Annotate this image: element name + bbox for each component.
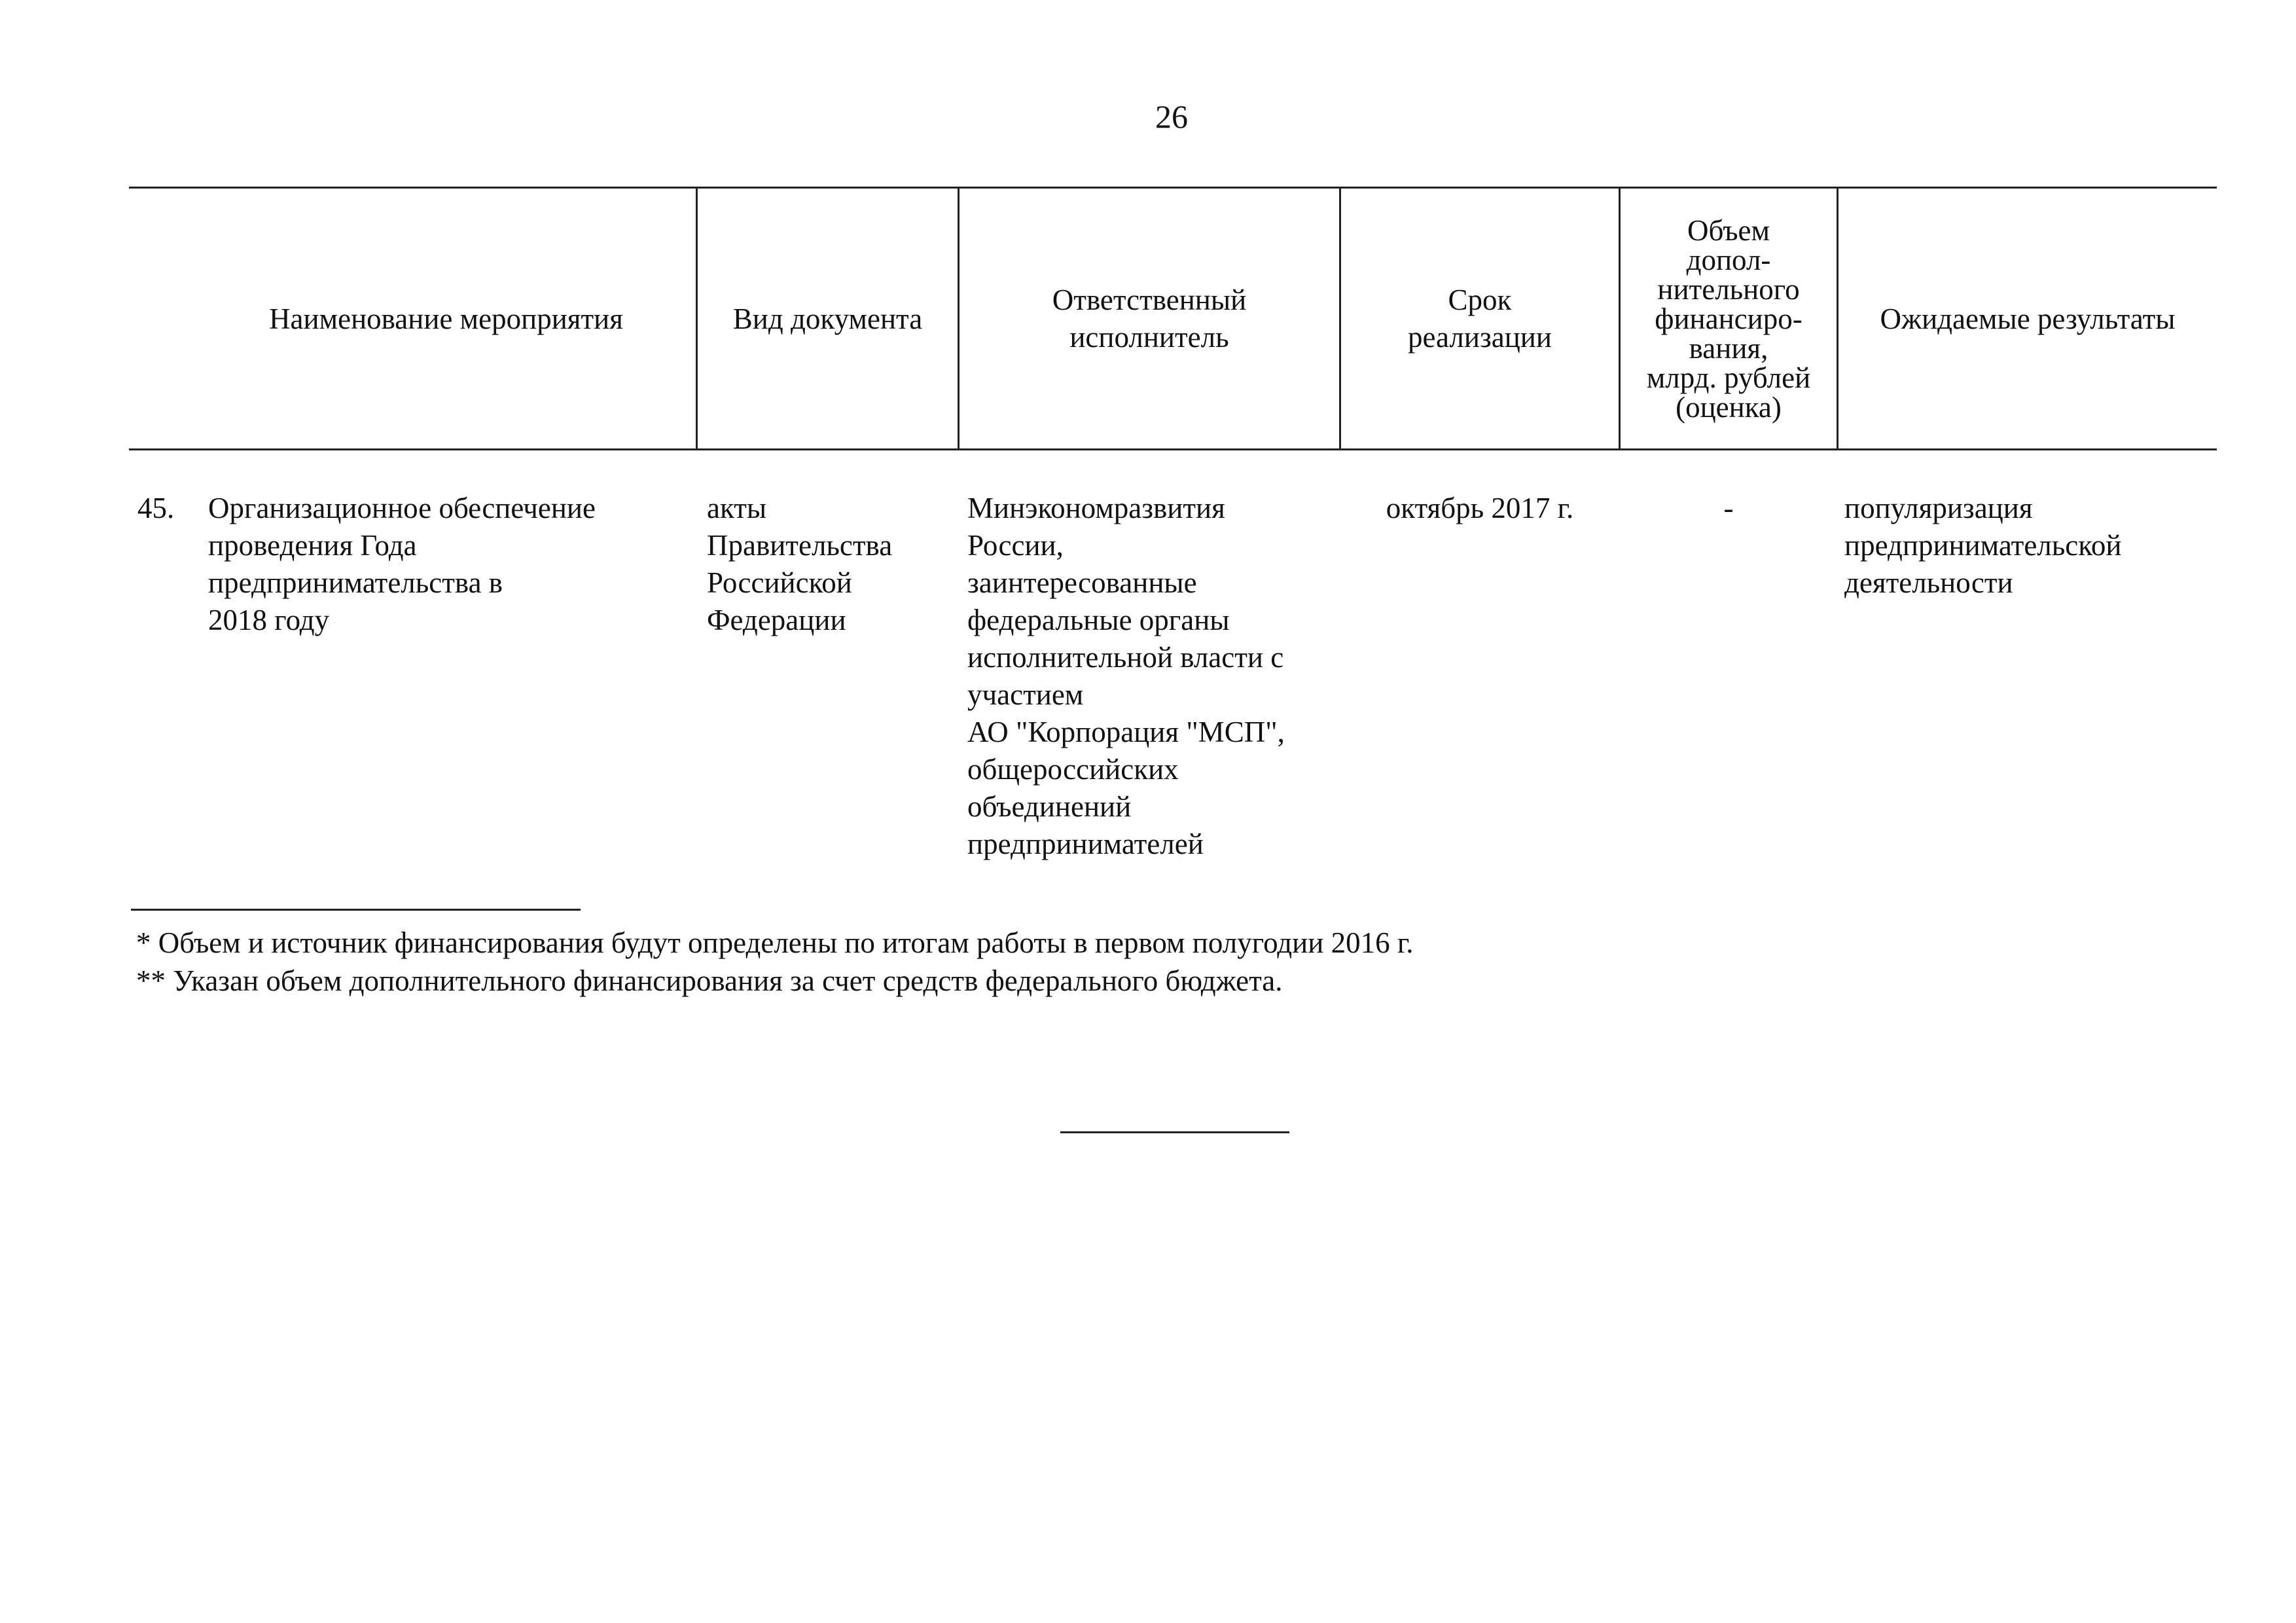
header-doc-type: Вид документа xyxy=(732,302,923,335)
row-number: 45. xyxy=(137,492,175,524)
footnote-separator xyxy=(131,909,581,911)
header-name: Наименование мероприятия xyxy=(269,302,623,335)
header-funding: Объем допол- нительного финансиро- вания, млрд. рублей (оценка) xyxy=(1646,213,1811,424)
page-number: 26 xyxy=(1155,98,1188,135)
header-responsible: Ответственный исполнитель xyxy=(1052,283,1247,354)
footnote-2: ** Указан объем дополнительного финансирования за счет средств федерального бюджета. xyxy=(136,964,1283,997)
footnote-1: * Объем и источник финансирования будут определены по итогам работы в первом полугодии 2016 г. xyxy=(136,926,1414,959)
end-rule xyxy=(1060,1131,1289,1133)
header-deadline: Срок реализации xyxy=(1408,283,1552,354)
row-doc-type: акты Правительства Российской Федерации xyxy=(707,492,893,636)
row-responsible: Минэкономразвития России, заинтересованные федеральные органы исполнительной власти с участием АО "Корпорация "МСП", общероссийских объединений предпринимателей xyxy=(967,492,1285,860)
row-deadline: октябрь 2017 г. xyxy=(1386,492,1574,524)
header-results: Ожидаемые результаты xyxy=(1880,302,2176,335)
row-funding: - xyxy=(1723,492,1734,524)
row-name: Организационное обеспечение проведения Года предпринимательства в 2018 году xyxy=(208,492,596,636)
row-results: популяризация предпринимательской деятельности xyxy=(1844,492,2122,599)
